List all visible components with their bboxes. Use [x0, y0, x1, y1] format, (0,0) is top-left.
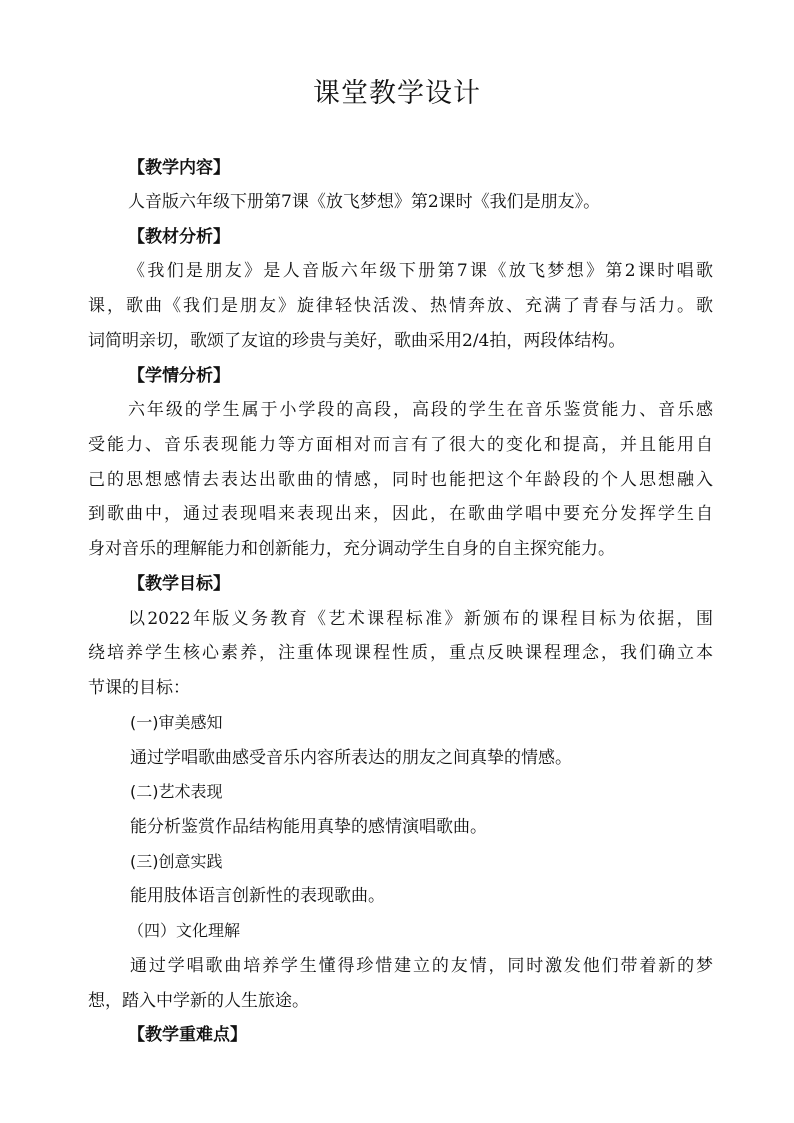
- section-heading-key-points: 【教学重难点】: [128, 1025, 247, 1045]
- paragraph-line: 己的思想感情去表达出歌曲的情感，同时也能把这个年龄段的个人思想融入: [88, 470, 713, 490]
- paragraph-line: 以2022年版义务教育《艺术课程标准》新颁布的课程目标为依据，围: [128, 609, 713, 629]
- paragraph-line: 人音版六年级下册第7课《放飞梦想》第2课时《我们是朋友》。: [128, 192, 601, 212]
- paragraph-line: 节课的目标：: [88, 678, 190, 698]
- paragraph-line: 到歌曲中，通过表现唱来表现出来，因此，在歌曲学唱中要充分发挥学生自: [88, 504, 713, 524]
- section-heading-material: 【教材分析】: [128, 227, 230, 247]
- paragraph-line: 身对音乐的理解能力和创新能力，充分调动学生自身的自主探究能力。: [88, 539, 615, 559]
- subheading-creative-practice: (三)创意实践: [130, 852, 223, 871]
- paragraph-line: 《我们是朋友》是人音版六年级下册第7课《放飞梦想》第2课时唱歌: [128, 261, 713, 281]
- paragraph-line: 通过学唱歌曲培养学生懂得珍惜建立的友情，同时激发他们带着新的梦: [130, 956, 713, 976]
- paragraph-line: 能用肢体语言创新性的表现歌曲。: [130, 886, 385, 906]
- section-heading-learners: 【学情分析】: [128, 366, 230, 386]
- paragraph-line: 六年级的学生属于小学段的高段，高段的学生在音乐鉴赏能力、音乐感: [128, 400, 713, 420]
- subheading-culture: （四）文化理解: [128, 921, 241, 940]
- document-title: 课堂教学设计: [313, 78, 481, 109]
- paragraph-line: 受能力、音乐表现能力等方面相对而言有了很大的变化和提高，并且能用自: [88, 435, 713, 455]
- paragraph-line: 词简明亲切，歌颂了友谊的珍贵与美好，歌曲采用2/4拍，两段体结构。: [88, 331, 626, 351]
- paragraph-line: 想，踏入中学新的人生旅途。: [88, 991, 309, 1011]
- paragraph-line: 能分析鉴赏作品结构能用真挚的感情演唱歌曲。: [130, 817, 487, 837]
- paragraph-line: 绕培养学生核心素养，注重体现课程性质，重点反映课程理念，我们确立本: [88, 643, 713, 663]
- paragraph-line: 课，歌曲《我们是朋友》旋律轻快活泼、热情奔放、充满了青春与活力。歌: [88, 296, 713, 316]
- section-heading-content: 【教学内容】: [128, 158, 230, 178]
- paragraph-line: 通过学唱歌曲感受音乐内容所表达的朋友之间真挚的情感。: [130, 748, 572, 768]
- subheading-art-expression: (二)艺术表现: [130, 782, 223, 801]
- section-heading-goals: 【教学目标】: [128, 574, 230, 594]
- subheading-aesthetic: (一)审美感知: [130, 713, 223, 732]
